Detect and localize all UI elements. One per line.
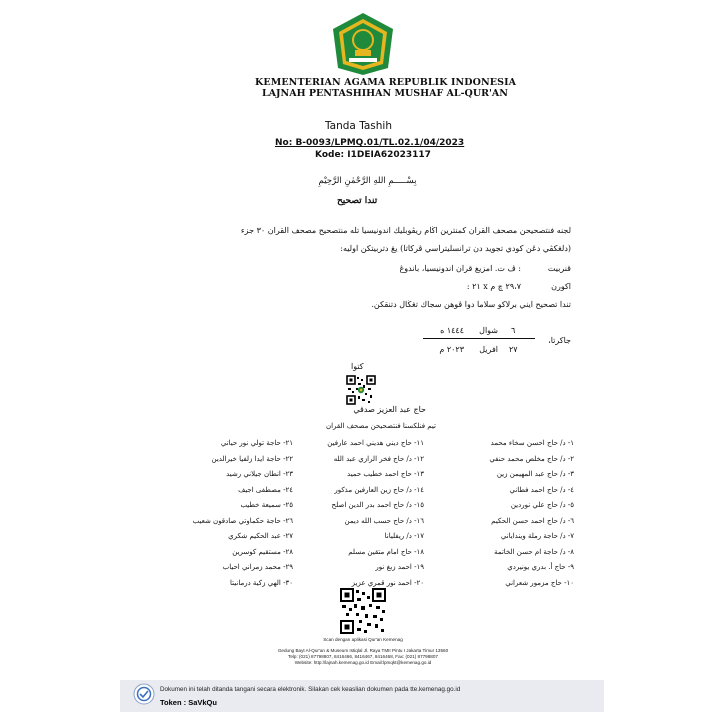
team-member: ٢٣- انطان جيلاني رشيد	[226, 470, 293, 478]
team-member: ١٧- د/ ريفليانا	[384, 532, 424, 540]
team-member: ٣- د/ حاج عبد المهيمن زين	[496, 470, 574, 478]
arabic-title: تندا تصحيح	[337, 196, 378, 206]
team-member: ٢٩- محمد زمراني احياب	[222, 563, 293, 571]
team-member: ١- د/ حاج احسن سخاء محمد	[490, 439, 574, 447]
ministry-name: KEMENTERIAN AGAMA REPUBLIK INDONESIA	[255, 77, 517, 88]
team-member: ٢- د/ حاج مخلص محمد حنفي	[489, 454, 574, 463]
paragraph-3: تندا تصحيح ايني برلاكو سلاما دوا ڤوهن سجاك تڠڬال دتنقكن.	[371, 300, 571, 309]
scan-text: Scan dengan aplikasi Qur'an Kemenag	[323, 637, 403, 642]
size-label: اكورن	[551, 282, 571, 291]
chair-name: حاج عبد العزيز صدقي	[353, 405, 426, 414]
team-column-2	[284, 436, 424, 591]
greg-year: ٢٠٢٣ م	[439, 345, 464, 354]
unit-name: LAJNAH PENTASHIHAN MUSHAF AL-QUR'AN	[262, 88, 508, 99]
team-member: ١٥- د/ حاج احمد بدر الدين اصلح	[331, 501, 424, 509]
chair-label: كتوا	[351, 362, 364, 371]
address-line-3: Website: http://lajnah.kemenag.go.id Email:lpmqkt@kemenag.go.id	[294, 660, 432, 665]
team-member: ١٢- د/ حاج فخر الرازي عبد الله	[333, 454, 424, 463]
team-member: ٢٠- احمد نور قمري عزيز	[351, 578, 424, 587]
address-line-1: Gedung Bayt Al-Qur'an & Museum Istiqlal Jl. Raya TMII Pintu I Jakarta Timur 13560	[277, 648, 449, 653]
token: Token : SaVkQu	[160, 698, 217, 707]
team-column-1	[424, 436, 574, 591]
hijri-month: شوال	[479, 326, 498, 335]
greg-day: ٢٧	[509, 345, 518, 354]
publisher-label: قنربيت	[547, 264, 571, 273]
paragraph-1: لجنه فنتصحيحن مصحف القران كمنترين اڬام ريڤوبليك اندونيسيا تله منتصحيح مصحف القران ٣٠ جزء	[240, 226, 571, 235]
hijri-day: ٦	[511, 326, 516, 335]
team-member: ٩- حاج أ. بدري يونيردي	[507, 563, 574, 571]
address-line-2: Telp: (021) 87798807, 8416466, 8416467, 8416468, Fax: (021) 87798807	[288, 654, 438, 659]
team-member: ١١- حاج ديني هديني احمد عارفين	[327, 439, 424, 447]
team-member: ١٦- د/ حاج حسب الله ديمن	[344, 516, 424, 525]
team-member: ١٩- احمد زبغ نور	[375, 563, 424, 571]
team-label: تيم فنلكسنا فنتصحيحن مصحف القران	[325, 422, 436, 430]
bsre-seal-icon	[133, 683, 155, 705]
basmala: بِسْـــــمِ اللهِ الرَّحْمٰنِ الرَّحِيْمِ	[318, 176, 417, 186]
team-member: ٢١- حاجة تولي نور حياتي	[220, 439, 293, 447]
team-member: ٢٥- سميعة خطيب	[240, 501, 293, 509]
publisher-value: : ڤ ت. امزيغ قران اندونيسيا، باندوڠ	[399, 264, 521, 273]
team-member: ٨- د/ حاجة ام حسن الخاتمة	[494, 547, 574, 556]
team-member: ٥- د/ حاج علي نوردين	[510, 501, 574, 509]
place: جاكرتا،	[548, 336, 571, 345]
team-member: ١٣- حاج احمد خطيب حميد	[347, 470, 424, 478]
team-member: ٢٨- مستقيم كوسرين	[232, 547, 293, 556]
document-title: Tanda Tashih	[325, 120, 393, 132]
verification-qr-icon	[340, 588, 386, 634]
document-code: Kode: I1DEIA62023117	[315, 150, 431, 160]
team-member: ٢٢- حاجة ايدا زلفيا خيرالدين	[211, 454, 293, 463]
team-member: ٣٠- الهي زكية درمانيتا	[230, 578, 293, 587]
date-divider	[423, 338, 535, 339]
esign-bar	[120, 680, 604, 712]
team-column-3	[153, 436, 293, 591]
team-member: ٤- د/ حاج احمد فطاني	[509, 485, 574, 494]
paragraph-2: (دلڠكڤي دڠن كودي تجويد دن ترانسليتراسي ڤركاتا) يڠ دتربيتكن اوليه:	[340, 244, 571, 253]
team-member: ٦- د/ حاج احمد حسن الحكيم	[491, 516, 574, 525]
kemenag-logo	[331, 12, 395, 76]
team-member: ٢٧- عبد الحكيم شكري	[228, 532, 293, 540]
esign-text: Dokumen ini telah ditanda tangani secara elektronik. Silakan cek keaslian dokumen pada tte.kemenag.go.id	[160, 686, 461, 693]
team-member: ١٠- حاج مزمور شعراني	[505, 578, 574, 587]
team-member: ١٤- د/ حاج زين العارفين مذكور	[334, 485, 424, 494]
team-member: ٢٦- حاجة حكماوتي صادقون شعيب	[192, 516, 293, 525]
team-member: ١٨- حاج امام متقين مسلم	[348, 547, 424, 556]
document-number: No: B-0093/LPMQ.01/TL.02.1/04/2023	[275, 138, 465, 148]
team-member: ٧- د/ حاجة رملة وينداياني	[500, 532, 574, 540]
greg-month: افريل	[479, 345, 498, 354]
team-member: ٢٤- مصطفى اجيف	[238, 485, 293, 494]
size-value: : ٢١ x ٢٩،٧ چ م	[466, 282, 521, 291]
hijri-year: ١٤٤٤ ه	[440, 326, 464, 335]
signature-qr-icon	[346, 375, 376, 405]
